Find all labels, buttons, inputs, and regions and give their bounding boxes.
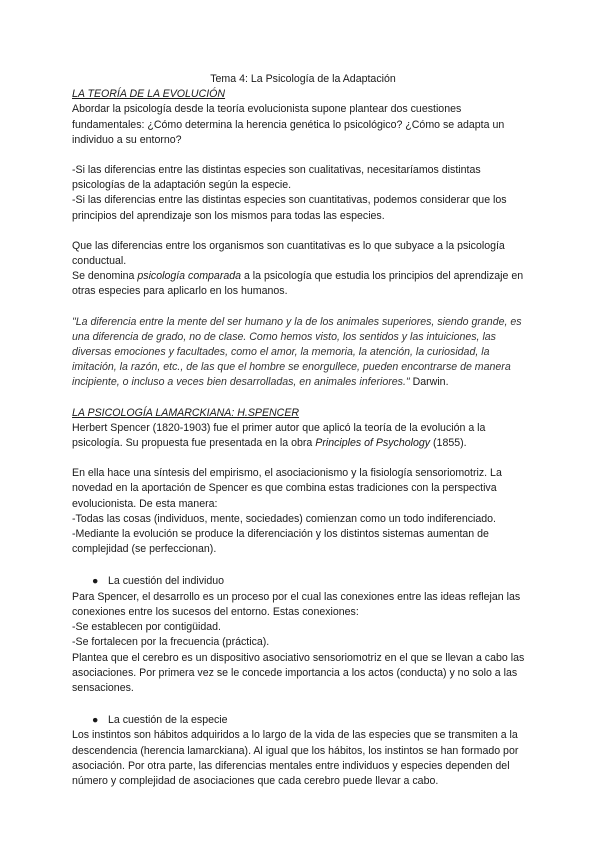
comparada-term: psicología comparada bbox=[137, 270, 242, 283]
bullet-individuo-label: La cuestión del individuo bbox=[108, 575, 225, 588]
spencer-intro-pre: Herbert Spencer (1820-1903) fue el primer autor que aplicó la teoría de la evolución a la psicología. Su propuesta fue presentada en la obra bbox=[72, 421, 486, 450]
synthesis-paragraph: En ella hace una síntesis del empirismo, el asociacionismo y la fisiología sensoriomotriz. La novedad en la aportación de Spencer es que combina estas tradiciones con la perspectiva evolucionista. De esta manera: bbox=[72, 467, 502, 510]
comparada-text-post: a la psicología que estudia los principios del aprendizaje en otras especies para aplicarlo en los humanos. bbox=[72, 270, 524, 298]
conductual-paragraph: Que las diferencias entre los organismos son cuantitativas es lo que subyace a la psicología conductual. bbox=[72, 239, 505, 268]
intro-paragraph: Abordar la psicología desde la teoría evolucionista supone plantear dos cuestiones fundamentales: ¿Cómo determina la herencia genética lo psicológico? ¿Cómo se adapta un individuo a su entorno? bbox=[72, 103, 505, 146]
principles-title: Principles of Psychology bbox=[315, 437, 431, 450]
comparada-text-pre: Se denomina bbox=[72, 270, 138, 283]
individuo-paragraph: Para Spencer, el desarrollo es un proceso por el cual las conexiones entre las ideas reflejan las conexiones entre los sucesos del entorno. Estas conexiones: bbox=[72, 590, 521, 618]
bullet-individuo bbox=[72, 574, 534, 589]
darwin-quote bbox=[72, 315, 534, 391]
darwin-quote-text: "La diferencia entre la mente del ser humano y la de los animales superiores, siendo grande, es una diferencia de grado, no de clase. Como hemos visto, los sentidos y las intuiciones, las diversas emociones y facultades, como el amor, la memoria, la atención, la curiosidad, la imitación, la razón, etc., de las que el hombre se enorgullece, pueden encontrarse de manera incipiente, o incluso a veces bien desarrolladas, en animales inferiores." bbox=[72, 315, 522, 389]
darwin-quote-author: Darwin. bbox=[409, 376, 449, 389]
quantitative-point: -Si las diferencias entre las distintas especies son cuantitativas, podemos considerar que los principios del aprendizaje son los mismos para todas las especies. bbox=[72, 194, 507, 222]
document-body bbox=[72, 72, 534, 789]
contiguity-point: -Se establecen por contigüidad. bbox=[72, 621, 222, 634]
bullet-especie-label: La cuestión de la especie bbox=[108, 714, 228, 727]
comparada-paragraph bbox=[72, 269, 534, 299]
bullet-dot-icon: ● bbox=[92, 575, 99, 588]
undifferentiated-point: -Todas las cosas (individuos, mente, sociedades) comienzan como un todo indiferenciado. bbox=[72, 512, 496, 525]
qualitative-point: -Si las diferencias entre las distintas especies son cualitativas, necesitaríamos distintas psicologías de la adaptación según la especie. bbox=[72, 164, 481, 192]
differentiation-point: -Mediante la evolución se produce la diferenciación y los distintos sistemas aumentan de complejidad (se perfeccionan). bbox=[72, 528, 489, 556]
spencer-intro-paragraph bbox=[72, 421, 534, 451]
spencer-intro-post: (1855). bbox=[430, 437, 467, 450]
section-heading-evolucion: LA TEORÍA DE LA EVOLUCIÓN bbox=[72, 88, 226, 101]
brain-paragraph: Plantea que el cerebro es un dispositivo asociativo sensoriomotriz en el que se llevan a cabo las asociaciones. Por primera vez se le concede importancia a los actos (conducta) y no solo a las sensaciones. bbox=[72, 651, 525, 694]
document-title: Tema 4: La Psicología de la Adaptación bbox=[210, 73, 396, 85]
bullet-dot-icon: ● bbox=[92, 714, 99, 727]
especie-paragraph: Los instintos son hábitos adquiridos a lo largo de la vida de las especies que se transmiten a la descendencia (herencia lamarckiana). Al igual que los hábitos, los instintos se han formado por asociación. Por otra parte, las diferencias mentales entre individuos y especies dependen del número y complejidad de asociaciones que cada cerebro puede llevar a cabo. bbox=[72, 729, 519, 787]
bullet-especie bbox=[72, 713, 534, 728]
frequency-point: -Se fortalecen por la frecuencia (práctica). bbox=[72, 636, 270, 649]
section-heading-spencer: LA PSICOLOGÍA LAMARCKIANA: H.SPENCER bbox=[72, 406, 300, 419]
